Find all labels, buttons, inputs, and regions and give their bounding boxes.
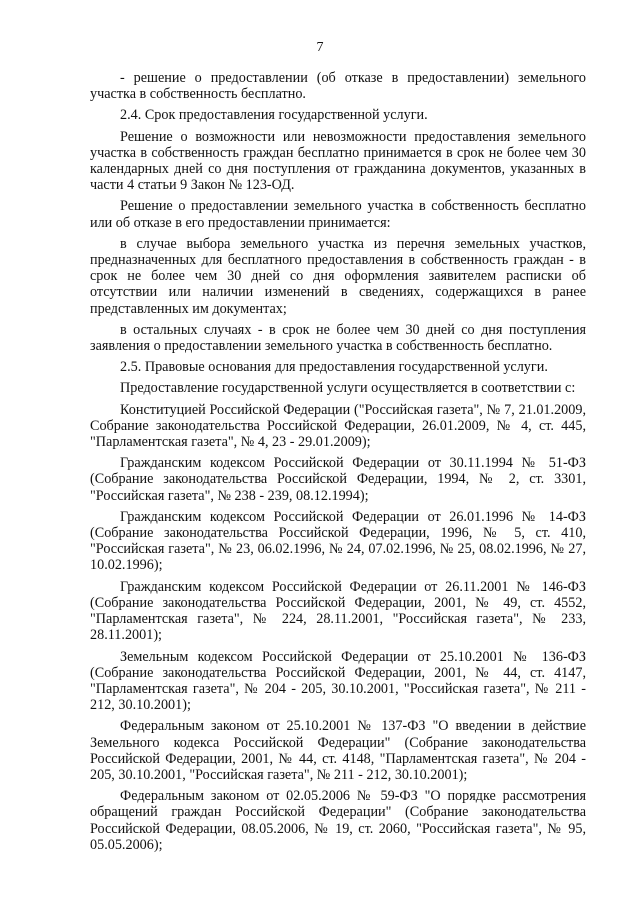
legal-source-civil-code-1996: Гражданским кодексом Российской Федерации от 26.01.1996 № 14-ФЗ (Собрание законодательства Российской Федерации, 1996, № 5, ст. 410, "Российская газета", № 23, 06.02.1996, № 24, 07.02.1996, № 25, 08.02.1996, № 27, 10.02.1996);: [90, 508, 586, 574]
legal-source-civil-code-2001: Гражданским кодексом Российской Федерации от 26.11.2001 № 146-ФЗ (Собрание законодательства Российской Федерации, 2001, № 49, ст. 4552, "Парламентская газета", № 224, 28.11.2001, "Российская газета", № 233, 28.11.2001);: [90, 578, 586, 644]
legal-source-federal-law-59: Федеральным законом от 02.05.2006 № 59-ФЗ "О порядке рассмотрения обращений граждан Российской Федерации" (Собрание законодательства Российской Федерации, 08.05.2006, № 19, ст. 2060, "Российская газета", № 95, 05.05.2006);: [90, 788, 586, 853]
paragraph-legal-basis-intro: Предоставление государственной услуги осуществляется в соответствии с:: [120, 380, 576, 397]
legal-source-land-code: Земельным кодексом Российской Федерации от 25.10.2001 № 136-ФЗ (Собрание законодательства Российской Федерации, 2001, № 44, ст. 4147, "Парламентская газета", № 204 - 205, 30.10.2001, "Российская газета", № 211 - 212, 30.10.2001);: [90, 648, 586, 714]
section-heading-2-5: 2.5. Правовые основания для предоставления государственной услуги.: [120, 359, 548, 376]
section-heading-2-4: 2.4. Срок предоставления государственной услуги.: [120, 107, 428, 124]
legal-source-constitution: Конституцией Российской Федерации ("Российская газета", № 7, 21.01.2009, Собрание законодательства Российской Федерации, 26.01.2009, № 4, ст. 445, "Парламентская газета", № 4, 23 - 29.01.2009);: [90, 401, 586, 451]
legal-source-civil-code-1994: Гражданским кодексом Российской Федерации от 30.11.1994 № 51-ФЗ (Собрание законодательства Российской Федерации, 1994, № 2, ст. 3301, "Российская газета", № 238 - 239, 08.12.1994);: [90, 455, 586, 504]
page-number: 7: [316, 40, 324, 55]
legal-source-federal-law-137: Федеральным законом от 25.10.2001 № 137-ФЗ "О введении в действие Земельного кодекса Российской Федерации" (Собрание законодательства Российской Федерации, 2001, № 44, ст. 4148, "Парламентская газета", № 204 - 205, 30.10.2001, "Российская газета", № 211 - 212, 30.10.2001);: [90, 718, 586, 783]
paragraph-decision-intro: Решение о предоставлении земельного участка в собственность бесплатно или об отказе в его предоставлении принимается:: [90, 198, 586, 231]
paragraph-case-other: в остальных случаях - в срок не более чем 30 дней со дня поступления заявления о предоставлении земельного участка в собственность бесплатно.: [90, 321, 586, 355]
paragraph-case-list-selection: в случае выбора земельного участка из перечня земельных участков, предназначенных для бесплатного предоставления в собственность граждан - в срок не более чем 30 дней со дня оформления заявителем расписки об отсутствии или наличии изменений в сведениях, содержащихся в ранее представленных им документах;: [90, 235, 586, 317]
document-body: [90, 70, 586, 858]
paragraph-decision-deadline: Решение о возможности или невозможности предоставления земельного участка в собственность граждан бесплатно принимается в срок не более чем 30 календарных дней со дня поступления от гражданина документов, указанных в части 4 статьи 9 Закон № 123-ОД.: [90, 128, 586, 194]
paragraph-decision-item: - решение о предоставлении (об отказе в предоставлении) земельного участка в собственность бесплатно.: [90, 70, 586, 103]
